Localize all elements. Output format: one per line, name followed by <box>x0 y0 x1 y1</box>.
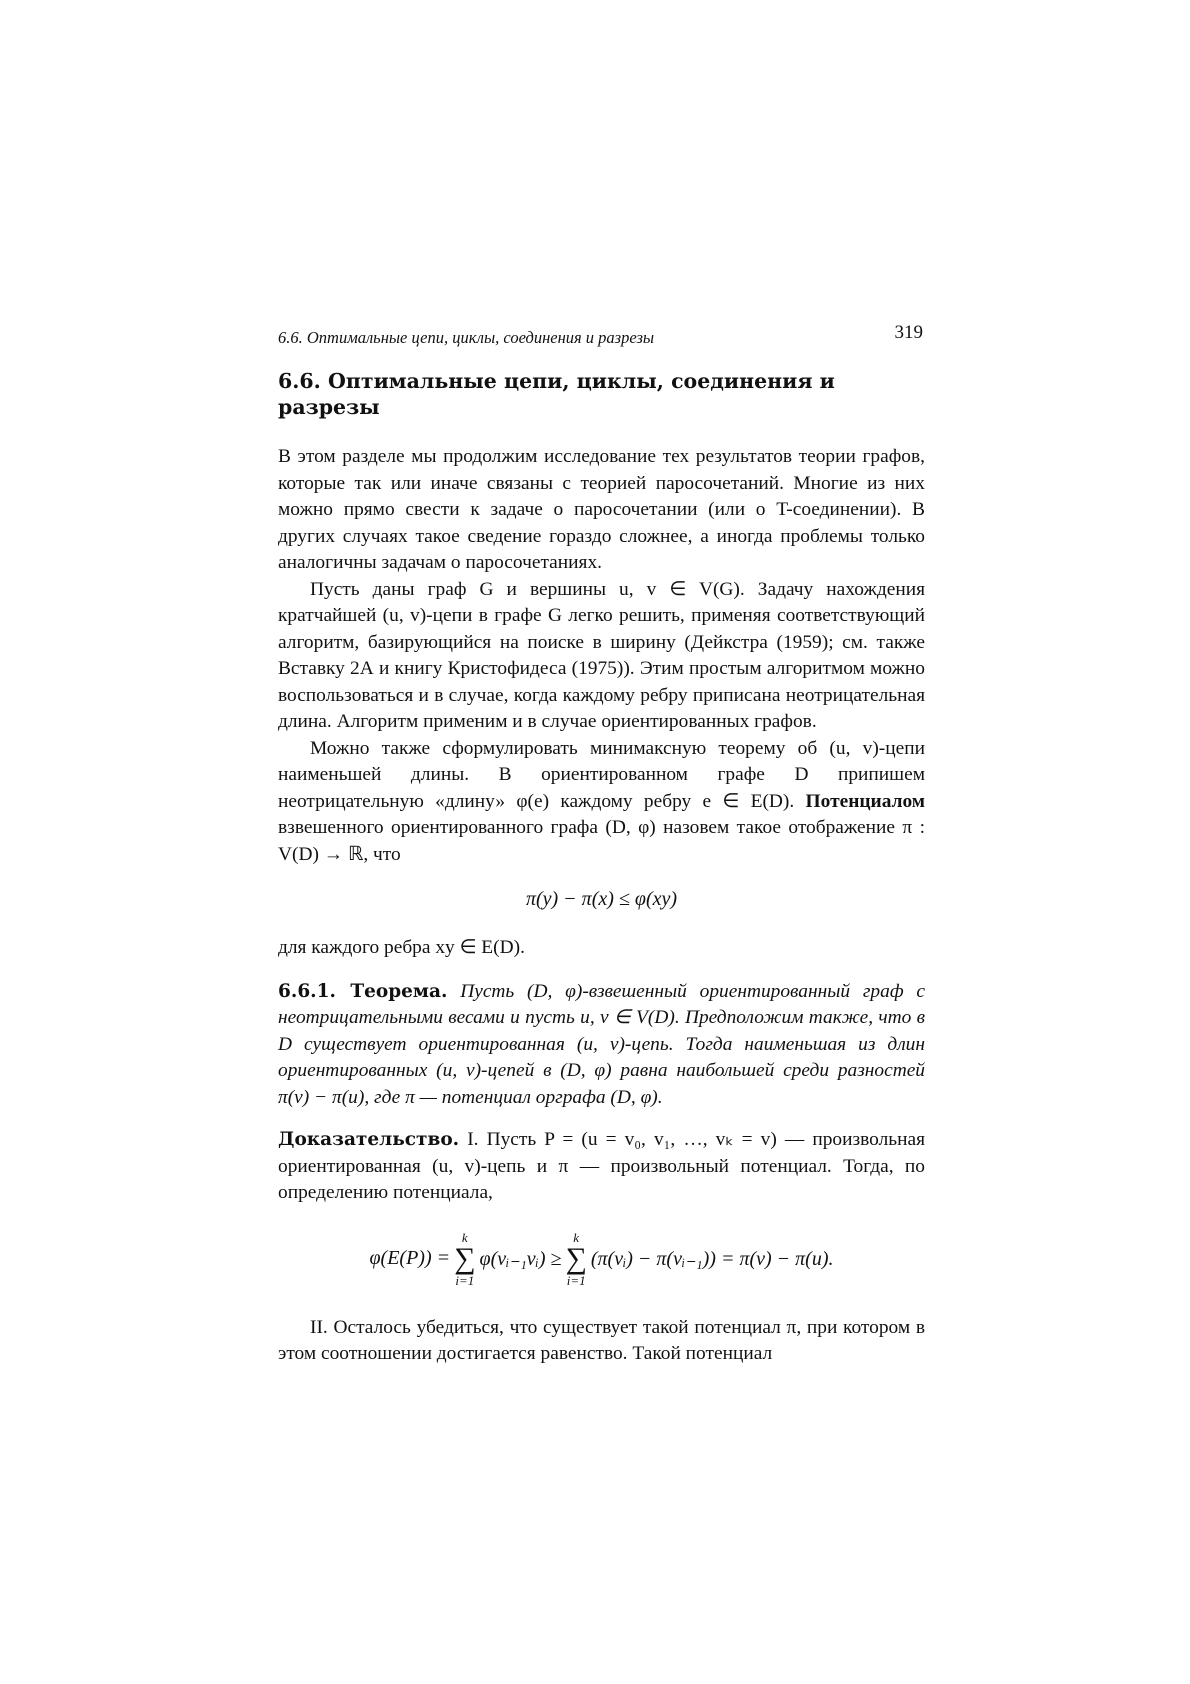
theorem-6-6-1 <box>278 979 925 1112</box>
paragraph-shortest-path: Пусть даны граф G и вершины u, v ∈ V(G). Задачу нахождения кратчайшей (u, v)-цепи в графе G легко решить, применяя соответствующий алгоритм, базирующийся на поиске в ширину (Дейкстра (1959); см. также Вставку 2А и книгу Кристофидеса (1975)). Этим простым алгоритмом можно воспользоваться и в случае, когда каждому ребру приписана неотрицательная длина. Алгоритм применим и в случае ориентированных графов. <box>278 578 925 732</box>
paragraph-potential-text-b: взвешенного ориентированного графа (D, φ) назовем такое отображение π : V(D) → ℝ, что <box>278 817 925 865</box>
sigma-glyph: ∑ <box>454 1241 476 1275</box>
sum-symbol-1 <box>454 1231 475 1287</box>
section-heading <box>278 368 925 420</box>
sigma-glyph: ∑ <box>565 1241 587 1275</box>
proof-body: I. Пусть P = (u = v₀, v₁, …, vₖ = v) — произвольная ориентированная (u, v)-цепь и π — произвольный потенциал. Тогда, по определению потенциала, <box>278 1129 926 1203</box>
paragraph-intro: В этом разделе мы продолжим исследование тех результатов теории графов, которые так или иначе связаны с теорией паросочетаний. Многие из них можно прямо свести к задаче о паросочетании (или о T-соединении). В других случаях такое сведение гораздо сложнее, а иногда проблемы только аналогичны задачам о паросочетаниях. <box>278 446 925 573</box>
formula-potential-inequality: π(y) − π(x) ≤ φ(xy) <box>525 888 678 910</box>
paragraph-potential-definition <box>278 736 925 869</box>
term-potential: Потенциалом <box>805 790 925 812</box>
sum-upper-limit: k <box>573 1229 580 1245</box>
page-number: 319 <box>894 322 923 343</box>
paragraph-part-two: II. Осталось убедиться, что существует такой потенциал π, при котором в этом соотношении достигается равенство. Такой потенциал <box>278 1316 925 1364</box>
section-title: Оптимальные цепи, циклы, соединения и разрезы <box>278 369 835 419</box>
formula-middle: φ(vᵢ₋₁vᵢ) ≥ <box>479 1248 562 1270</box>
formula-left: φ(E(P)) = <box>369 1247 451 1269</box>
proof-heading: Доказательство. <box>278 1129 460 1150</box>
document-page <box>278 318 925 1368</box>
theorem-heading: 6.6.1. Теорема. <box>278 980 448 1002</box>
sum-lower-limit: i=1 <box>566 1272 586 1288</box>
proof-paragraph <box>278 1127 925 1207</box>
formula-path-length <box>278 1231 925 1287</box>
running-title: 6.6. Оптимальные цепи, циклы, соединения и разрезы <box>278 328 655 347</box>
sum-symbol-2 <box>565 1231 586 1287</box>
sum-lower-limit: i=1 <box>455 1272 475 1288</box>
sum-upper-limit: k <box>461 1229 468 1245</box>
running-header <box>278 318 925 347</box>
section-number: 6.6. <box>278 369 321 393</box>
paragraph-potential-text-a: Можно также сформулировать минимаксную теорему об (u, v)-цепи наименьшей длины. В ориентированном графе D припишем неотрицательную «длину» φ(e) каждому ребру e ∈ E(D). <box>278 737 925 812</box>
paragraph-for-each-edge: для каждого ребра xy ∈ E(D). <box>278 937 525 958</box>
formula-right: (π(vᵢ) − π(vᵢ₋₁)) = π(v) − π(u). <box>590 1248 834 1270</box>
theorem-body: Пусть (D, φ)-взвешенный ориентированный граф с неотрицательными весами и пусть u, v ∈ V(D). Предположим также, что в D существует ориентированная (u, v)-цепь. Тогда наименьшая из длин ориентированных (u, v)-цепей в (D, φ) равна наибольшей среди разностей π(v) − π(u), где π — потенциал орграфа (D, φ). <box>278 980 925 1108</box>
